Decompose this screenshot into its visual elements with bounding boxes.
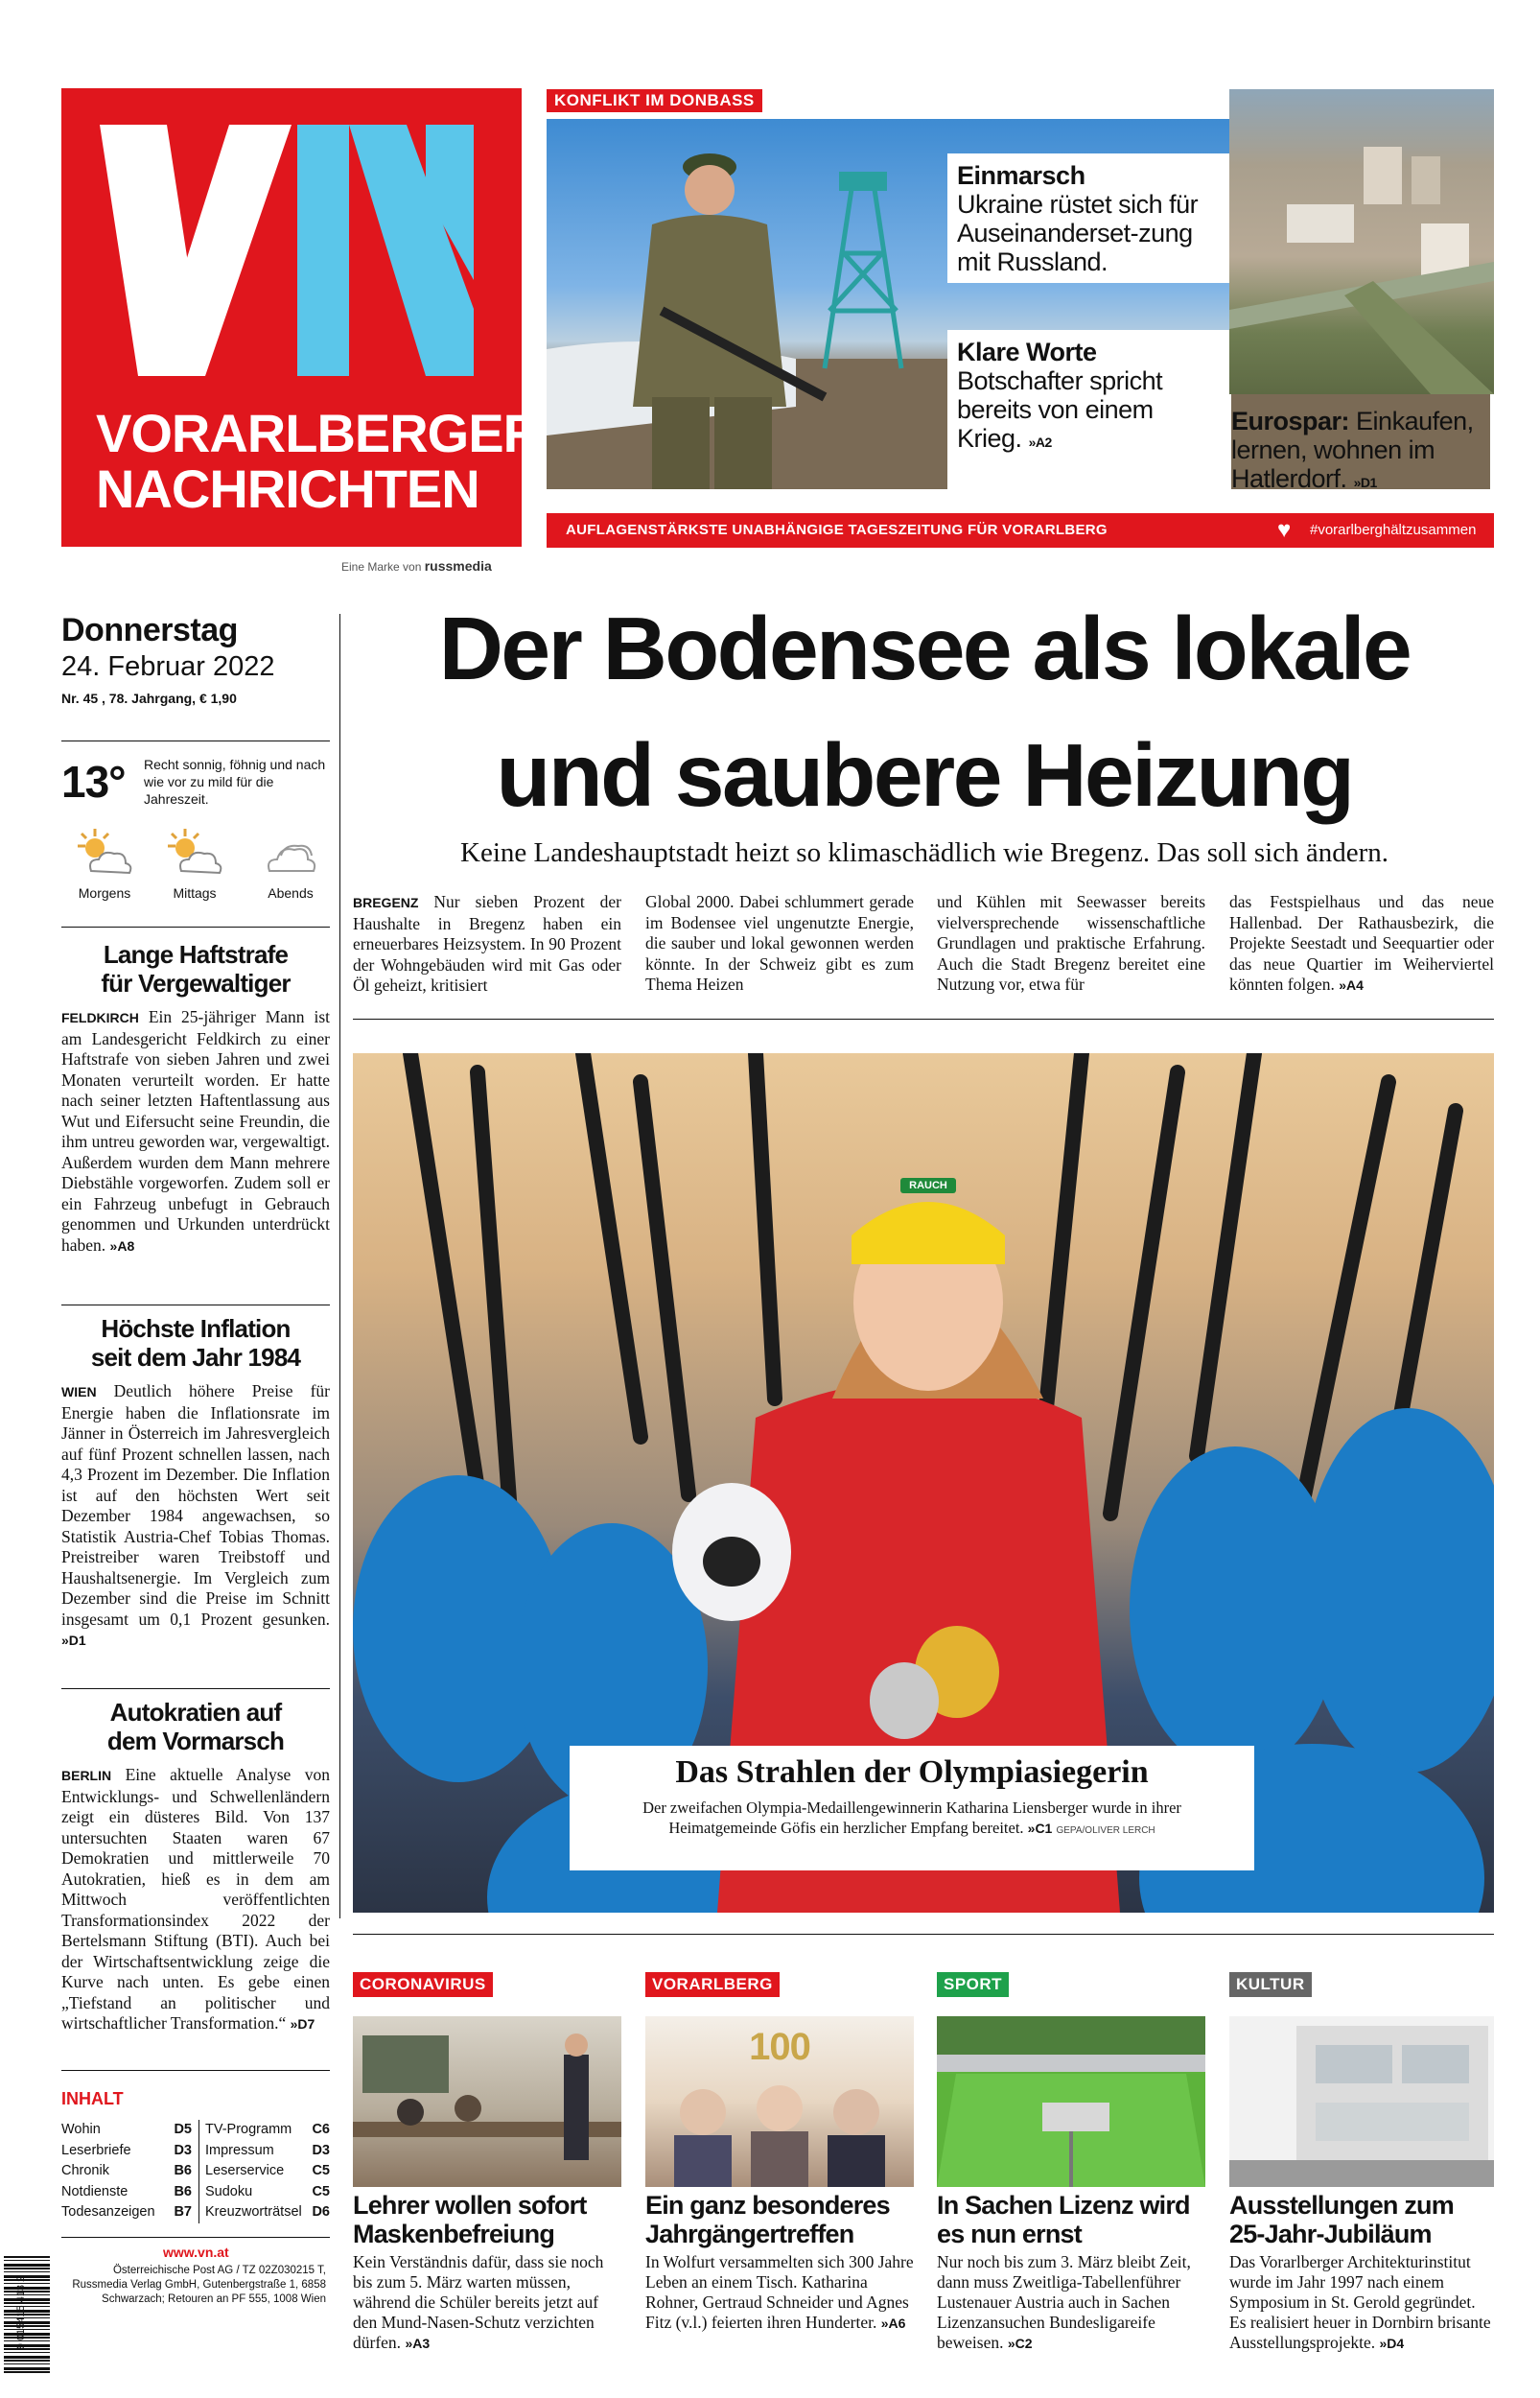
teaser-divider	[353, 1934, 1494, 1935]
eurospar-teaser[interactable]	[1231, 407, 1500, 497]
teaser-text-block	[645, 2252, 914, 2334]
index-page: C5	[312, 2183, 330, 2199]
index-name: Wohin	[61, 2122, 101, 2137]
top-story-box1-text: Ukraine rüstet sich für Auseinanderset-zung mit Russland.	[957, 190, 1199, 276]
cloud-icon	[260, 827, 321, 881]
teaser-ref[interactable]: »D4	[1379, 2336, 1405, 2351]
weather-temp: 13°	[61, 757, 126, 807]
top-story-kicker: KONFLIKT IM DONBASS	[547, 89, 762, 112]
index-row[interactable]	[61, 2141, 192, 2162]
teaser-ref[interactable]: »C2	[1007, 2336, 1033, 2351]
weather-period-label: Morgens	[78, 885, 131, 901]
weekday: Donnerstag	[61, 612, 238, 648]
teaser-title: Ein ganz besonderes Jahrgängertreffen	[645, 2191, 890, 2248]
teaser-text: Kein Verständnis dafür, dass sie noch bis zum 5. März warten müssen, während die Schüler bereits jetzt auf den Mund-Nasen-Schutz verzichten dürfen.	[353, 2252, 604, 2352]
top-story-box2-title: Klare Worte	[957, 338, 1097, 366]
sidebar-divider	[61, 1688, 330, 1689]
index-left-column	[61, 2120, 192, 2223]
date-text: 24. Februar 2022	[61, 651, 275, 682]
index-row[interactable]	[61, 2202, 192, 2223]
aerial-town-illustration	[1229, 89, 1494, 394]
teaser-text-block	[937, 2252, 1205, 2354]
top-story-box1-title: Einmarsch	[957, 161, 1085, 190]
column-divider	[339, 614, 340, 1918]
sun-cloud-icon	[164, 827, 225, 881]
sidebar-article-title: Lange Haftstrafe für Vergewaltiger	[101, 940, 291, 998]
index-name: Todesanzeigen	[61, 2204, 155, 2220]
index-page: C5	[312, 2163, 330, 2178]
sun-cloud-icon	[74, 827, 135, 881]
index-page: D5	[174, 2122, 192, 2137]
teaser-tag: CORONAVIRUS	[353, 1972, 493, 1997]
weather-period-midday	[152, 827, 238, 901]
lead-column-1	[353, 892, 621, 997]
teaser-text: In Wolfurt versammelten sich 300 Jahre Leben an einem Tisch. Katharina Rohner, Gertraud Schneider und Agnes Fitz (v.l.) feierten ihren Hunderter.	[645, 2252, 914, 2332]
index-page: B6	[174, 2183, 192, 2199]
tagline-text: AUFLAGENSTÄRKSTE UNABHÄNGIGE TAGESZEITUNG FÜR VORARLBERG	[566, 522, 1108, 538]
teaser-photo-classroom	[353, 2016, 621, 2187]
barcode	[4, 2256, 50, 2373]
stadium-illustration	[937, 2016, 1205, 2187]
top-story-box1[interactable]	[947, 153, 1231, 283]
heart-icon: ♥	[1277, 518, 1292, 543]
index-row[interactable]	[205, 2161, 330, 2182]
sidebar-article-title: Autokratien auf dem Vormarsch	[106, 1698, 285, 1755]
eurospar-photo[interactable]	[1229, 89, 1494, 394]
index-name: Leserservice	[205, 2163, 285, 2178]
lead-ref[interactable]: »A4	[1339, 977, 1364, 993]
teaser-title: Lehrer wollen sofort Maskenbefreiung	[353, 2191, 587, 2248]
top-story-box2-ref[interactable]: »A2	[1028, 435, 1052, 450]
lead-divider	[353, 1019, 1494, 1020]
lead-col1-text: Nur sieben Prozent der Haushalte in Bregenz haben ein erneuerbares Heizsystem. In 90 Prozent der Wohngebäuden wird mit Gas oder Öl geheizt, kritisiert	[353, 892, 621, 995]
logo-name-line1: VORARLBERGER	[96, 403, 542, 463]
sidebar-article-text: Deutlich höhere Preise für Energie haben die Inflationsrate im Jänner in Österreich im Jahresvergleich auf fünf Prozent schnellen lassen, nach 4,3 Prozent im Dezember. Die Inflation ist auf den höchsten Wert seit Dezember 1984 angewachsen, so Statistik Austria-Chef Tobias Thomas. Preistreiber waren Treibstoff und Haushaltsenergie. Im Vergleich zum Dezember sind die Preise im Schnitt insgesamt um 0,1 Prozent gesunken.	[61, 1381, 331, 1629]
logo-name-line2: NACHRICHTEN	[96, 458, 479, 519]
weather-text: Recht sonnig, föhnig und nach wie vor zu mild für die Jahreszeit.	[144, 757, 326, 807]
sidebar-article-text: Eine aktuelle Analyse von Entwicklungs- und Schwellenländern zeigt ein düsteres Bild. Von 137 untersuchten Staaten waren 67 Demokratien und mittlerweile 70 Autokratien, hieß es in dem am Mittwoch veröffentlichten Transformationsindex 2022 der Bertelsmann Stiftung (BTI). Auch bei der Wirtschaftsentwicklung zeige die Kurve nach unten. Es gebe einen „Tiefstand an politischer und wirtschaftlicher Transformation.“	[61, 1765, 331, 2033]
sidebar-article-dateline: FELDKIRCH	[61, 1010, 139, 1025]
sidebar-article-title: Höchste Inflation seit dem Jahr 1984	[90, 1314, 301, 1372]
teaser-photo-party	[645, 2016, 914, 2187]
teaser-ref[interactable]: »A6	[880, 2316, 906, 2331]
building-illustration	[1229, 2016, 1494, 2187]
index-row[interactable]	[205, 2120, 330, 2141]
imprint-url[interactable]: www.vn.at	[163, 2245, 229, 2260]
sidebar-divider	[61, 927, 330, 928]
brand-prefix: Eine Marke von	[341, 560, 422, 574]
index-row[interactable]	[61, 2161, 192, 2182]
hashtag-text[interactable]: #vorarlberghältzusammen	[1310, 522, 1477, 538]
lead-column-3: und Kühlen mit Seewasser bereits vielversprechende wissenschaftliche Grundlagen und praktische Erfahrung. Auch die Stadt Bregenz bereitet eine Nutzung vor, etwa für	[937, 892, 1205, 994]
index-row[interactable]	[205, 2182, 330, 2203]
feature-credit: GEPA/OLIVER LERCH	[1056, 1825, 1155, 1836]
weather-period-label: Abends	[268, 885, 314, 901]
index-name: Leserbriefe	[61, 2142, 131, 2158]
index-column-divider	[198, 2120, 199, 2223]
teaser-tag: KULTUR	[1229, 1972, 1312, 1997]
lead-headline-line2: und saubere Heizung	[496, 725, 1353, 825]
teaser-tag: SPORT	[937, 1972, 1009, 1997]
top-story-box2-text: Botschafter spricht bereits von einem Krieg.	[957, 366, 1163, 453]
teaser-photo-stadium	[937, 2016, 1205, 2187]
index-row[interactable]	[61, 2182, 192, 2203]
issue-text: Nr. 45 , 78. Jahrgang, € 1,90	[61, 691, 237, 706]
teaser-sport[interactable]	[937, 1972, 1205, 2375]
sidebar-article-ref[interactable]: »D1	[61, 1633, 86, 1648]
lead-col4-text: das Festspielhaus und das neue Hallenbad. Der Rathausbezirk, die Projekte Seestadt und Seequartier oder das neue Quartier im Weiherviertel könnten folgen.	[1229, 892, 1494, 994]
index-page: B6	[174, 2163, 192, 2178]
masthead-logo[interactable]	[61, 88, 542, 547]
sidebar-article[interactable]	[61, 1314, 330, 1652]
feature-caption-box[interactable]	[570, 1746, 1254, 1870]
index-row[interactable]	[205, 2202, 330, 2223]
index-page: D3	[174, 2142, 192, 2158]
feature-text: Der zweifachen Olympia-Medaillengewinnerin Katharina Liensberger wurde in ihrer Heimatgemeinde Göfis ein herzlicher Empfang bereitet.	[642, 1798, 1181, 1837]
barcode-number: 9 015415 413 2	[15, 2275, 27, 2350]
index-right-column	[205, 2120, 330, 2223]
party-sign-text: 100	[749, 2026, 810, 2068]
classroom-illustration	[353, 2016, 621, 2187]
weather-period-morning	[61, 827, 148, 901]
brand-name: russmedia	[424, 558, 492, 574]
sidebar-article-ref[interactable]: »A8	[109, 1237, 135, 1254]
tagline-bar	[547, 513, 1494, 548]
sidebar-article-body	[61, 1007, 330, 1257]
eurospar-text: Einkaufen, lernen, wohnen im Hatlerdorf.	[1231, 407, 1474, 493]
sidebar-article-dateline: BERLIN	[61, 1768, 112, 1783]
sidebar-article-dateline: WIEN	[61, 1384, 97, 1399]
feature-title: Das Strahlen der Olympiasiegerin	[675, 1754, 1149, 1790]
index-name: Notdienste	[61, 2183, 128, 2199]
teaser-text-block	[353, 2252, 621, 2354]
weather-period-label: Mittags	[173, 885, 217, 901]
index-page: C6	[312, 2122, 330, 2137]
lead-dateline: BREGENZ	[353, 895, 419, 910]
lead-subhead: Keine Landeshauptstadt heizt so klimaschädlich wie Bregenz. Das soll sich ändern.	[460, 837, 1388, 868]
index-row[interactable]	[205, 2141, 330, 2162]
index-title: INHALT	[61, 2089, 124, 2108]
lead-column-2: Global 2000. Dabei schlummert gerade im Bodensee viel ungenutzte Energie, die sauber und lokal gewonnen werden könnte. In der Schweiz gibt es zum Thema Heizen	[645, 892, 914, 994]
hat-logo-text: RAUCH	[900, 1178, 956, 1193]
brand-line	[341, 558, 492, 574]
sidebar-article-ref[interactable]: »D7	[290, 2016, 315, 2032]
index-name: Sudoku	[205, 2183, 253, 2199]
sidebar-article[interactable]	[61, 940, 330, 1257]
eurospar-ref[interactable]: »D1	[1353, 475, 1377, 490]
feature-ref[interactable]: »C1	[1027, 1821, 1053, 1836]
sidebar-article-text: Ein 25-jähriger Mann ist am Landesgericht Feldkirch zu einer Haftstrafe von sieben Jahren und zwei Monaten verurteilt worden. Er hatte nach seiner letzten Haftentlassung aus Wut und Eifersucht seine Freundin, die ihm untreu geworden war, vergewaltigt. Außerdem wurden dem Mann mehrere Diebstähle vorgeworfen. Zudem soll er ein Fahrzeug unbefugt in Gebrauch genommen und Urkunden unterdrückt haben.	[61, 1007, 331, 1255]
index-page: D6	[312, 2204, 330, 2220]
teaser-kultur[interactable]	[1229, 1972, 1494, 2375]
teaser-vorarlberg[interactable]	[645, 1972, 914, 2375]
top-story-box2-body	[957, 366, 1222, 457]
index-name: Chronik	[61, 2163, 109, 2178]
teaser-text-block	[1229, 2252, 1494, 2354]
lead-column-4	[1229, 892, 1494, 997]
sidebar-article[interactable]	[61, 1698, 330, 2035]
teaser-tag: VORARLBERG	[645, 1972, 780, 1997]
top-story-box2[interactable]	[947, 330, 1231, 489]
olympia-photo[interactable]	[353, 1053, 1494, 1913]
sidebar-article-body	[61, 1381, 330, 1652]
sidebar-divider	[61, 2070, 330, 2071]
index-name: TV-Programm	[205, 2122, 292, 2137]
teaser-text: Das Vorarlberger Architekturinstitut wurde im Jahr 1997 nach einem Symposium in St. Gerold gegründet. Es realisiert heuer in Dornbirn brisante Ausstellungsprojekte.	[1229, 2252, 1491, 2352]
index-name: Impressum	[205, 2142, 274, 2158]
sidebar-article-body	[61, 1765, 330, 2035]
feature-text-block	[587, 1798, 1237, 1841]
teaser-ref[interactable]: »A3	[405, 2336, 431, 2351]
weather-period-evening	[247, 827, 334, 901]
index-page: B7	[174, 2204, 192, 2220]
sidebar-divider	[61, 2237, 330, 2238]
vn-logo-icon	[61, 88, 522, 405]
teaser-title: Ausstellungen zum 25-Jahr-Jubiläum	[1229, 2191, 1454, 2248]
eurospar-title: Eurospar:	[1231, 407, 1350, 435]
dateline-block	[61, 612, 330, 706]
lead-headline-line1: Der Bodensee als lokale	[438, 599, 1411, 698]
index-row[interactable]	[61, 2120, 192, 2141]
index-page: D3	[312, 2142, 330, 2158]
teaser-title: In Sachen Lizenz wird es nun ernst	[937, 2191, 1190, 2248]
teaser-text: Nur noch bis zum 3. März bleibt Zeit, dann muss Zweitliga-Tabellenführer Lustenauer Austria auch in Sachen Lizenzansuchen Bundesligareife beweisen.	[937, 2252, 1191, 2352]
teaser-coronavirus[interactable]	[353, 1972, 621, 2375]
imprint-text: Österreichische Post AG / TZ 02Z030215 T, Russmedia Verlag GmbH, Gutenbergstraße 1, 6858 Schwarzach; Retouren an PF 555, 1008 Wien	[72, 2265, 326, 2305]
index-name: Kreuzworträtsel	[205, 2204, 302, 2220]
teaser-photo-building	[1229, 2016, 1494, 2187]
